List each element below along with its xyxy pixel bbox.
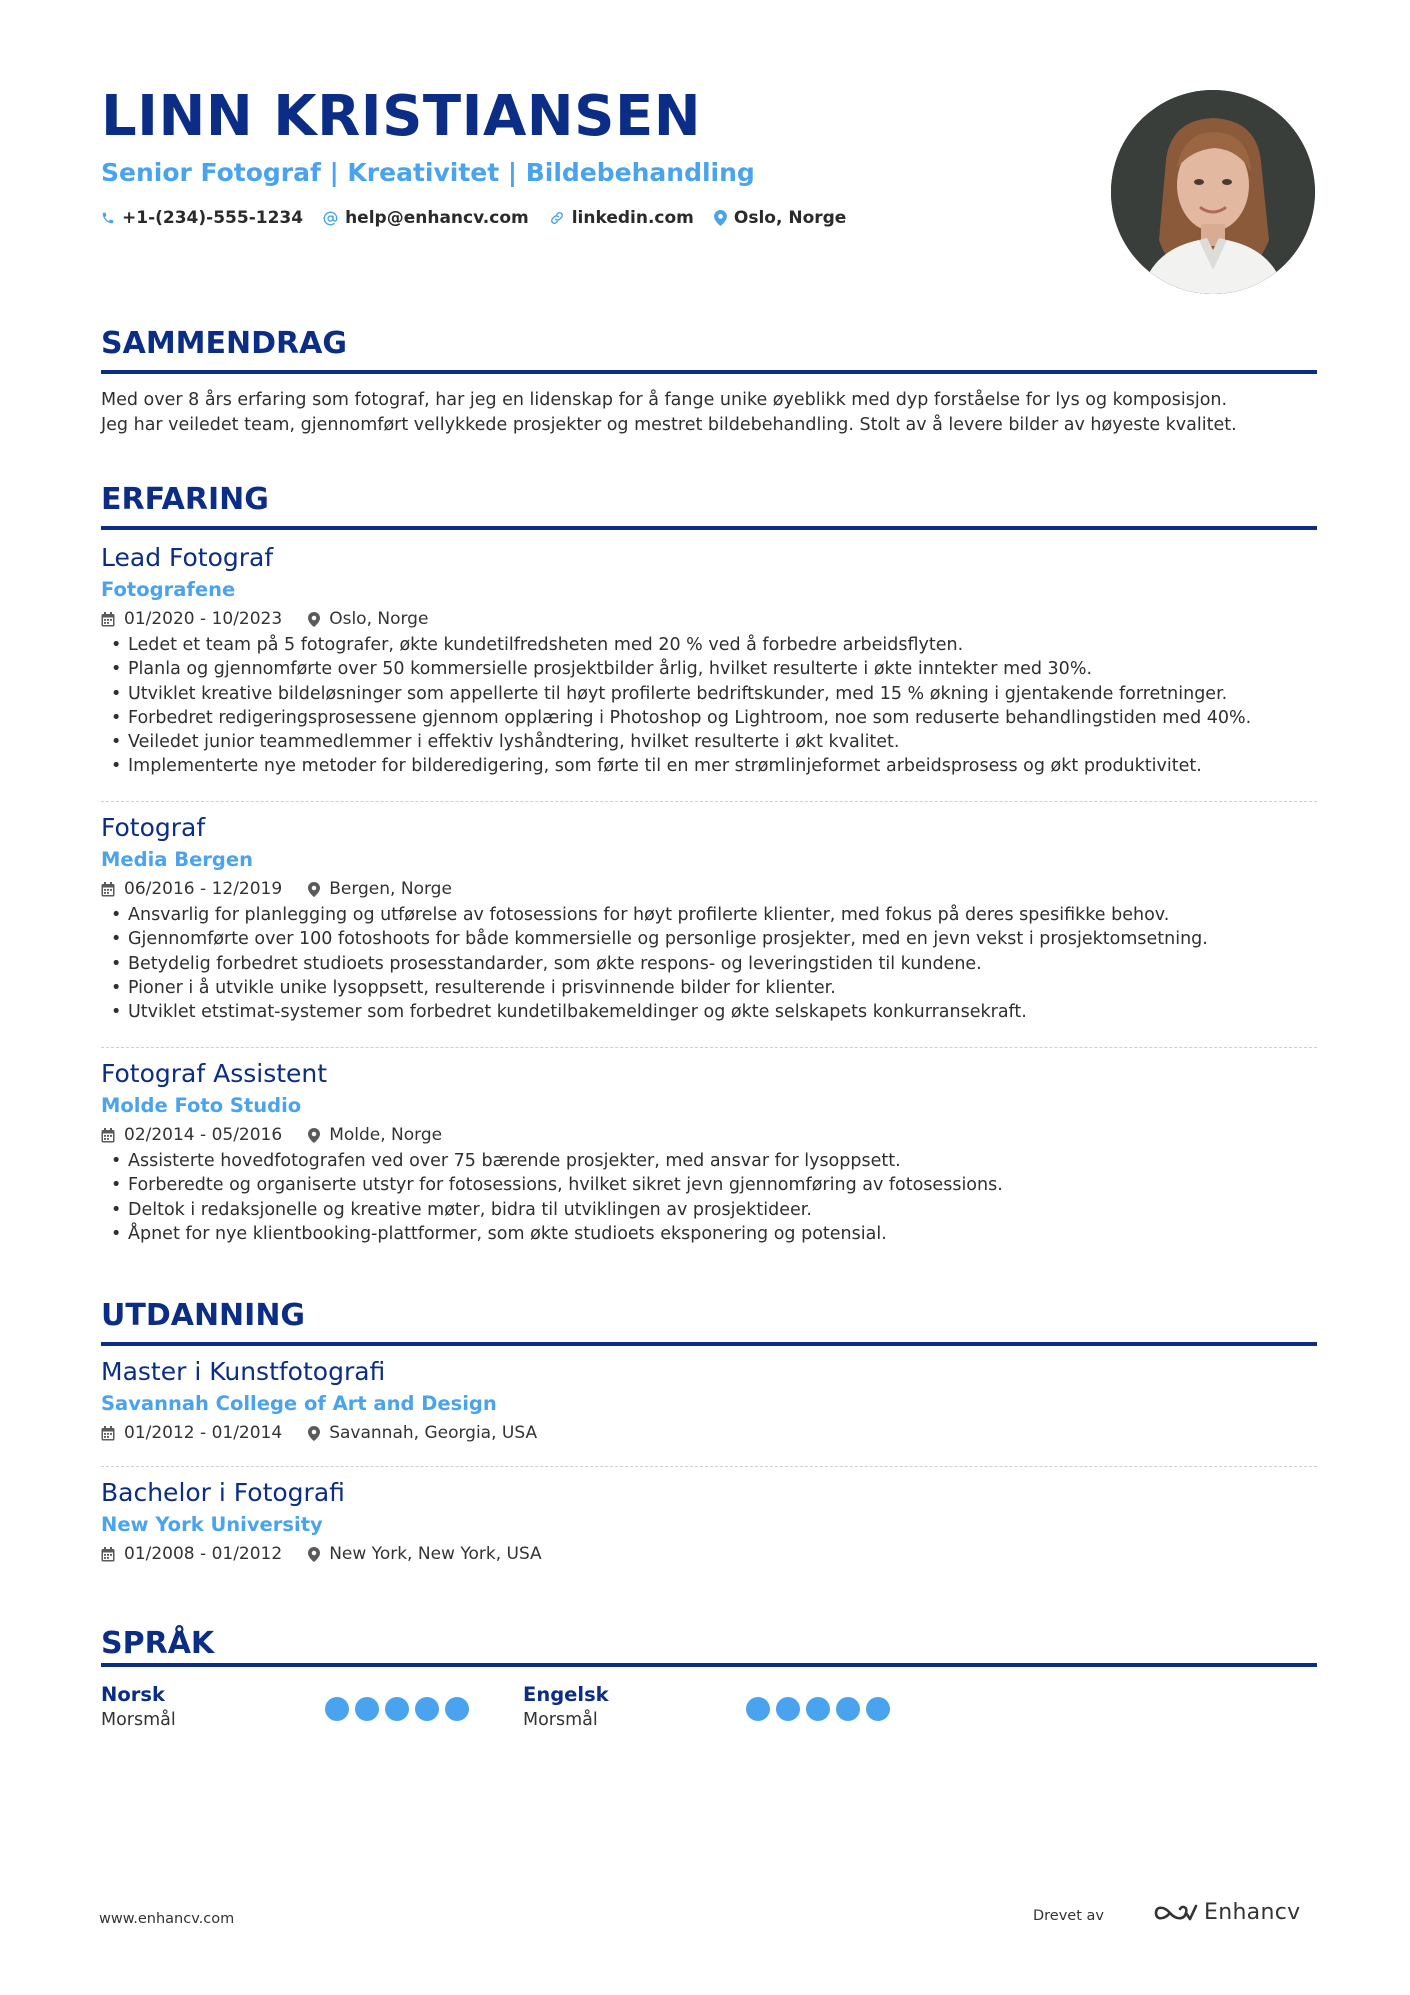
rating-dot — [836, 1697, 860, 1721]
date-range — [101, 876, 282, 902]
entry-meta — [101, 1420, 1317, 1446]
entry-meta — [101, 1541, 1317, 1567]
bullet-list — [101, 903, 1317, 1024]
location-text: Oslo, Norge — [329, 609, 429, 629]
entry-meta — [101, 606, 1317, 632]
degree-title: Bachelor i Fotografi — [101, 1478, 345, 1507]
rating-dot — [746, 1697, 770, 1721]
location-text: Molde, Norge — [329, 1125, 443, 1145]
rating-dot — [866, 1697, 890, 1721]
section-title-summary: SAMMENDRAG — [101, 326, 347, 361]
experience-entry — [101, 1058, 1317, 1246]
language-rating — [325, 1697, 475, 1721]
location-text: Savannah, Georgia, USA — [329, 1423, 538, 1443]
company-name: Media Bergen — [101, 848, 253, 871]
contact-phone[interactable] — [101, 208, 303, 228]
section-rule — [101, 370, 1317, 374]
section-title-languages: SPRÅK — [101, 1626, 215, 1661]
summary-text — [101, 388, 1317, 438]
candidate-title: Senior Fotograf | Kreativitet | Bildebehandling — [101, 158, 755, 187]
language-rating — [746, 1697, 896, 1721]
contact-linkedin[interactable] — [549, 208, 694, 228]
location-pin-icon — [714, 210, 727, 226]
location-text: Oslo, Norge — [733, 208, 847, 228]
entry-location — [308, 1420, 537, 1446]
rating-dot — [445, 1697, 469, 1721]
enhancv-logo-text: Enhancv — [1204, 1900, 1301, 1925]
entry-divider — [101, 801, 1317, 802]
section-rule — [101, 526, 1317, 530]
bullet-item: • Pioner i å utvikle unike lysoppsett, resulterende i prisvinnende bilder for klienter. — [101, 976, 1317, 1000]
school-name: New York University — [101, 1513, 323, 1536]
location-pin-icon — [308, 1426, 320, 1441]
contact-location — [714, 208, 846, 228]
bullet-item: • Planla og gjennomførte over 50 kommersielle prosjektbilder årlig, hvilket resulterte i økte inntekter med 30%. — [101, 657, 1317, 681]
calendar-icon — [101, 1128, 115, 1143]
profile-photo — [1111, 90, 1315, 294]
bullet-item: • Utviklet kreative bildeløsninger som appellerte til høyt profilerte bedriftskunder, med 15 % økning i gjentakende forretninger. — [101, 682, 1317, 706]
summary-line: Jeg har veiledet team, gjennomført vellykkede prosjekter og mestret bildebehandling. Stolt av å levere bilder av høyeste kvalitet. — [101, 415, 1237, 435]
language-name: Engelsk — [523, 1683, 609, 1706]
contact-email[interactable] — [323, 208, 529, 228]
language-entry — [101, 1682, 176, 1732]
location-pin-icon — [308, 1547, 320, 1562]
experience-entry — [101, 812, 1317, 1024]
bullet-item: • Veiledet junior teammedlemmer i effektiv lyshåndtering, hvilket resulterte i økt kvalitet. — [101, 730, 1317, 754]
bullet-item: • Forberedte og organiserte utstyr for fotosessions, hvilket sikret jevn gjennomføring av fotosessions. — [101, 1173, 1317, 1197]
entry-divider — [101, 1047, 1317, 1048]
summary-line: Med over 8 års erfaring som fotograf, har jeg en lidenskap for å fange unike øyeblikk med dyp forståelse for lys og komposisjon. — [101, 390, 1228, 410]
rating-dot — [806, 1697, 830, 1721]
bullet-item: • Gjennomførte over 100 fotoshoots for både kommersielle og personlige prosjekter, med en jevn vekst i prosjektomsetning. — [101, 927, 1317, 951]
education-entry — [101, 1356, 1317, 1446]
entry-location — [308, 1541, 541, 1567]
language-entry — [523, 1682, 609, 1732]
bullet-item: • Utviklet etstimat-systemer som forbedret kundetilbakemeldinger og økte selskapets konkurransekraft. — [101, 1000, 1317, 1024]
job-title: Lead Fotograf — [101, 543, 274, 572]
bullet-item: • Åpnet for nye klientbooking-plattformer, som økte studioets eksponering og potensial. — [101, 1222, 1317, 1246]
calendar-icon — [101, 1426, 115, 1441]
bullet-item: • Ansvarlig for planlegging og utførelse av fotosessions for høyt profilerte klienter, med fokus på deres spesifikke behov. — [101, 903, 1317, 927]
degree-title: Master i Kunstfotografi — [101, 1357, 386, 1386]
location-pin-icon — [308, 612, 320, 627]
link-icon — [549, 210, 565, 226]
bullet-item: • Ledet et team på 5 fotografer, økte kundetilfredsheten med 20 % ved å forbedre arbeidsflyten. — [101, 633, 1317, 657]
location-pin-icon — [308, 882, 320, 897]
bullet-item: • Assisterte hovedfotografen ved over 75 bærende prosjekter, med ansvar for lysoppsett. — [101, 1149, 1317, 1173]
language-name: Norsk — [101, 1683, 165, 1706]
email-text: help@enhancv.com — [345, 208, 529, 228]
job-title: Fotograf Assistent — [101, 1059, 328, 1088]
section-rule — [101, 1663, 1317, 1667]
rating-dot — [355, 1697, 379, 1721]
footer-powered-by: Drevet av — [1033, 1908, 1104, 1924]
calendar-icon — [101, 882, 115, 897]
entry-location — [308, 606, 428, 632]
section-title-experience: ERFARING — [101, 482, 269, 517]
phone-text: +1-(234)-555-1234 — [122, 208, 304, 228]
bullet-item: • Forbedret redigeringsprosessene gjennom opplæring i Photoshop og Lightroom, noe som reduserte behandlingstiden med 40%. — [101, 706, 1317, 730]
date-text: 01/2008 - 01/2012 — [124, 1544, 283, 1564]
date-range — [101, 1541, 282, 1567]
contact-bar — [101, 208, 1081, 228]
location-pin-icon — [308, 1128, 320, 1143]
location-text: New York, New York, USA — [329, 1544, 542, 1564]
experience-entry — [101, 542, 1317, 779]
date-text: 01/2020 - 10/2023 — [124, 609, 283, 629]
bullet-item: • Implementerte nye metoder for bilderedigering, som førte til en mer strømlinjeformet arbeidsprosess og økt produktivitet. — [101, 754, 1317, 778]
header — [101, 82, 1081, 228]
enhancv-logo-icon — [1152, 1901, 1198, 1925]
bullet-list — [101, 1149, 1317, 1246]
date-range — [101, 1122, 282, 1148]
enhancv-logo[interactable] — [1152, 1900, 1300, 1925]
at-icon — [323, 211, 338, 226]
phone-icon — [101, 211, 115, 225]
date-text: 06/2016 - 12/2019 — [124, 879, 283, 899]
date-range — [101, 1420, 282, 1446]
language-level: Morsmål — [101, 1710, 176, 1730]
calendar-icon — [101, 1547, 115, 1562]
date-text: 02/2014 - 05/2016 — [124, 1125, 283, 1145]
candidate-name: LINN KRISTIANSEN — [101, 84, 702, 149]
bullet-list — [101, 633, 1317, 779]
date-text: 01/2012 - 01/2014 — [124, 1423, 283, 1443]
company-name: Fotografene — [101, 578, 236, 601]
rating-dot — [776, 1697, 800, 1721]
entry-meta — [101, 876, 1317, 902]
calendar-icon — [101, 612, 115, 627]
location-text: Bergen, Norge — [329, 879, 452, 899]
rating-dot — [385, 1697, 409, 1721]
bullet-item: • Deltok i redaksjonelle og kreative møter, bidra til utviklingen av prosjektideer. — [101, 1198, 1317, 1222]
section-title-education: UTDANNING — [101, 1298, 306, 1333]
entry-meta — [101, 1122, 1317, 1148]
education-entry — [101, 1477, 1317, 1567]
footer-url[interactable]: www.enhancv.com — [99, 1911, 235, 1927]
entry-location — [308, 1122, 442, 1148]
rating-dot — [325, 1697, 349, 1721]
linkedin-text: linkedin.com — [571, 208, 694, 228]
entry-divider — [101, 1466, 1317, 1467]
entry-location — [308, 876, 452, 902]
section-rule — [101, 1342, 1317, 1346]
bullet-item: • Betydelig forbedret studioets prosesstandarder, som økte respons- og leveringstiden til kundene. — [101, 952, 1317, 976]
rating-dot — [415, 1697, 439, 1721]
job-title: Fotograf — [101, 813, 206, 842]
language-level: Morsmål — [523, 1710, 598, 1730]
date-range — [101, 606, 282, 632]
company-name: Molde Foto Studio — [101, 1094, 302, 1117]
school-name: Savannah College of Art and Design — [101, 1392, 497, 1415]
